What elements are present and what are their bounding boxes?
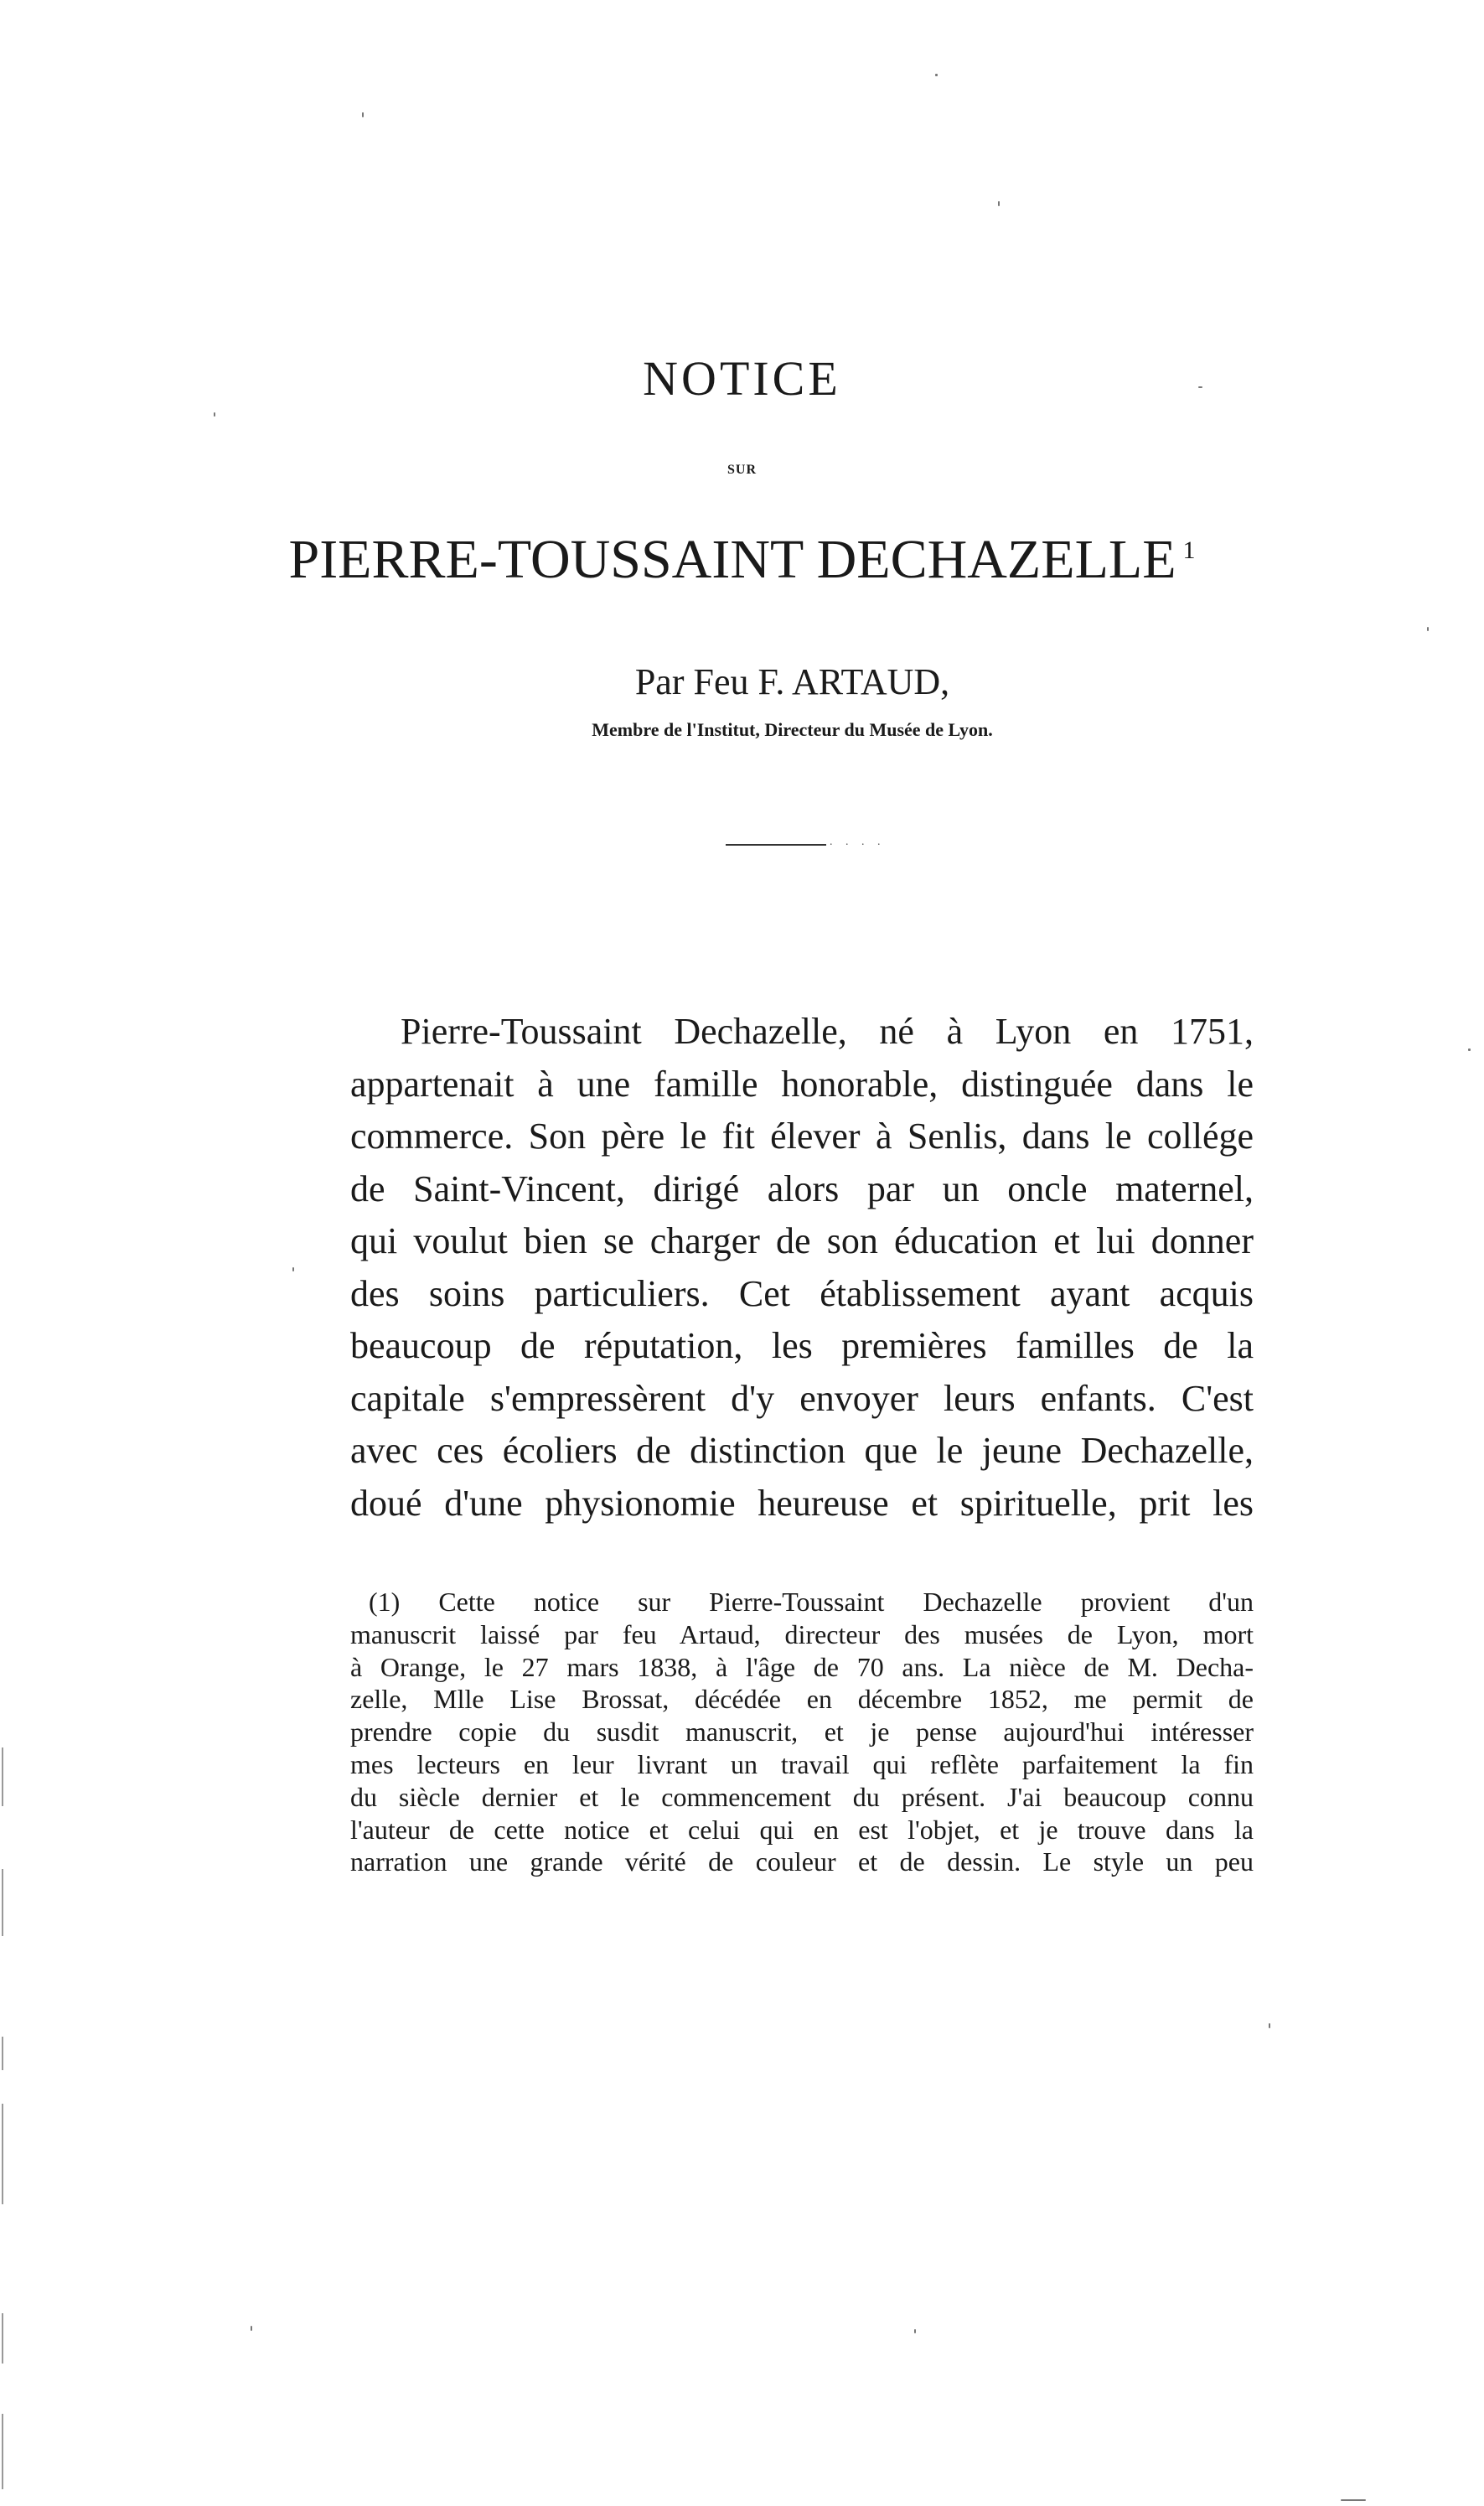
body-line: capitale s'empressèrent d'y envoyer leurs enfants. C'est xyxy=(350,1377,1254,1419)
scan-speck xyxy=(214,412,215,417)
body-line: Pierre-Toussaint Dechazelle, né à Lyon en 1751, xyxy=(401,1011,1254,1052)
separator-rule xyxy=(726,844,826,846)
separator-dots: . . . . xyxy=(830,836,886,848)
subject-title xyxy=(0,528,1484,592)
footnote-line: narration une grande vérité de couleur et de dessin. Le style un peu xyxy=(350,1846,1254,1877)
author-line: Par Feu F. ARTAUD, xyxy=(634,661,950,702)
author-affiliation: Membre de l'Institut, Directeur du Musée de Lyon. xyxy=(592,719,993,740)
body-line: de Saint-Vincent, dirigé alors par un oncle maternel, xyxy=(350,1168,1254,1209)
scan-speck xyxy=(1269,2023,1270,2028)
scan-speck xyxy=(998,201,1000,206)
scan-speck xyxy=(362,112,364,117)
footnote-line: du siècle dernier et le commencement du présent. J'ai beaucoup connu xyxy=(350,1781,1254,1812)
footnote-line: manuscrit laissé par feu Artaud, directeur des musées de Lyon, mort xyxy=(350,1618,1254,1649)
scan-speck xyxy=(1198,386,1202,388)
scan-speck xyxy=(1468,1048,1471,1051)
scan-speck xyxy=(251,2326,252,2331)
scan-speck xyxy=(1427,627,1429,631)
notice-title: NOTICE xyxy=(643,351,841,406)
body-paragraph xyxy=(350,1006,1254,1530)
scan-edge-mark xyxy=(2,1869,3,1936)
body-line: beaucoup de réputation, les premières familles de la xyxy=(350,1325,1254,1366)
footnote-line: (1) Cette notice sur Pierre-Toussaint Dechazelle provient d'un xyxy=(369,1587,1254,1617)
body-line: avec ces écoliers de distinction que le jeune Dechazelle, xyxy=(350,1430,1254,1471)
body-line: doué d'une physionomie heureuse et spirituelle, prit les xyxy=(350,1482,1254,1524)
footnote-line: mes lecteurs en leur livrant un travail qui reflète parfaitement la fin xyxy=(350,1748,1254,1779)
scan-speck xyxy=(914,2329,916,2333)
scan-speck xyxy=(292,1267,294,1271)
footnote xyxy=(350,1586,1254,1878)
footnote-line: zelle, Mlle Lise Brossat, décédée en décembre 1852, me permit de xyxy=(350,1684,1254,1715)
body-line: des soins particuliers. Cet établissement ayant acquis xyxy=(350,1272,1254,1314)
footnote-line: prendre copie du susdit manuscrit, et je pense aujourd'hui intéresser xyxy=(350,1716,1254,1747)
subject-name: PIERRE-TOUSSAINT DECHAZELLE xyxy=(288,529,1176,590)
scan-edge-mark xyxy=(2,1747,3,1806)
body-line: qui voulut bien se charger de son éducation et lui donner xyxy=(350,1220,1254,1261)
body-line: appartenait à une famille honorable, distinguée dans le xyxy=(350,1063,1254,1105)
footnote-line: l'auteur de cette notice et celui qui en est l'objet, et je trouve dans la xyxy=(350,1814,1254,1845)
scan-speck xyxy=(1341,2499,1366,2501)
footnote-reference: 1 xyxy=(1182,536,1196,564)
scan-speck xyxy=(935,74,938,76)
scan-edge-mark xyxy=(2,2313,3,2364)
body-line: commerce. Son père le fit élever à Senlis, dans le collége xyxy=(350,1116,1254,1157)
scan-edge-mark xyxy=(2,2104,3,2204)
sur-label: SUR xyxy=(726,463,757,477)
scan-edge-mark xyxy=(2,2037,3,2070)
scan-edge-mark xyxy=(2,2414,3,2489)
footnote-line: à Orange, le 27 mars 1838, à l'âge de 70 ans. La nièce de M. Decha- xyxy=(350,1651,1254,1682)
